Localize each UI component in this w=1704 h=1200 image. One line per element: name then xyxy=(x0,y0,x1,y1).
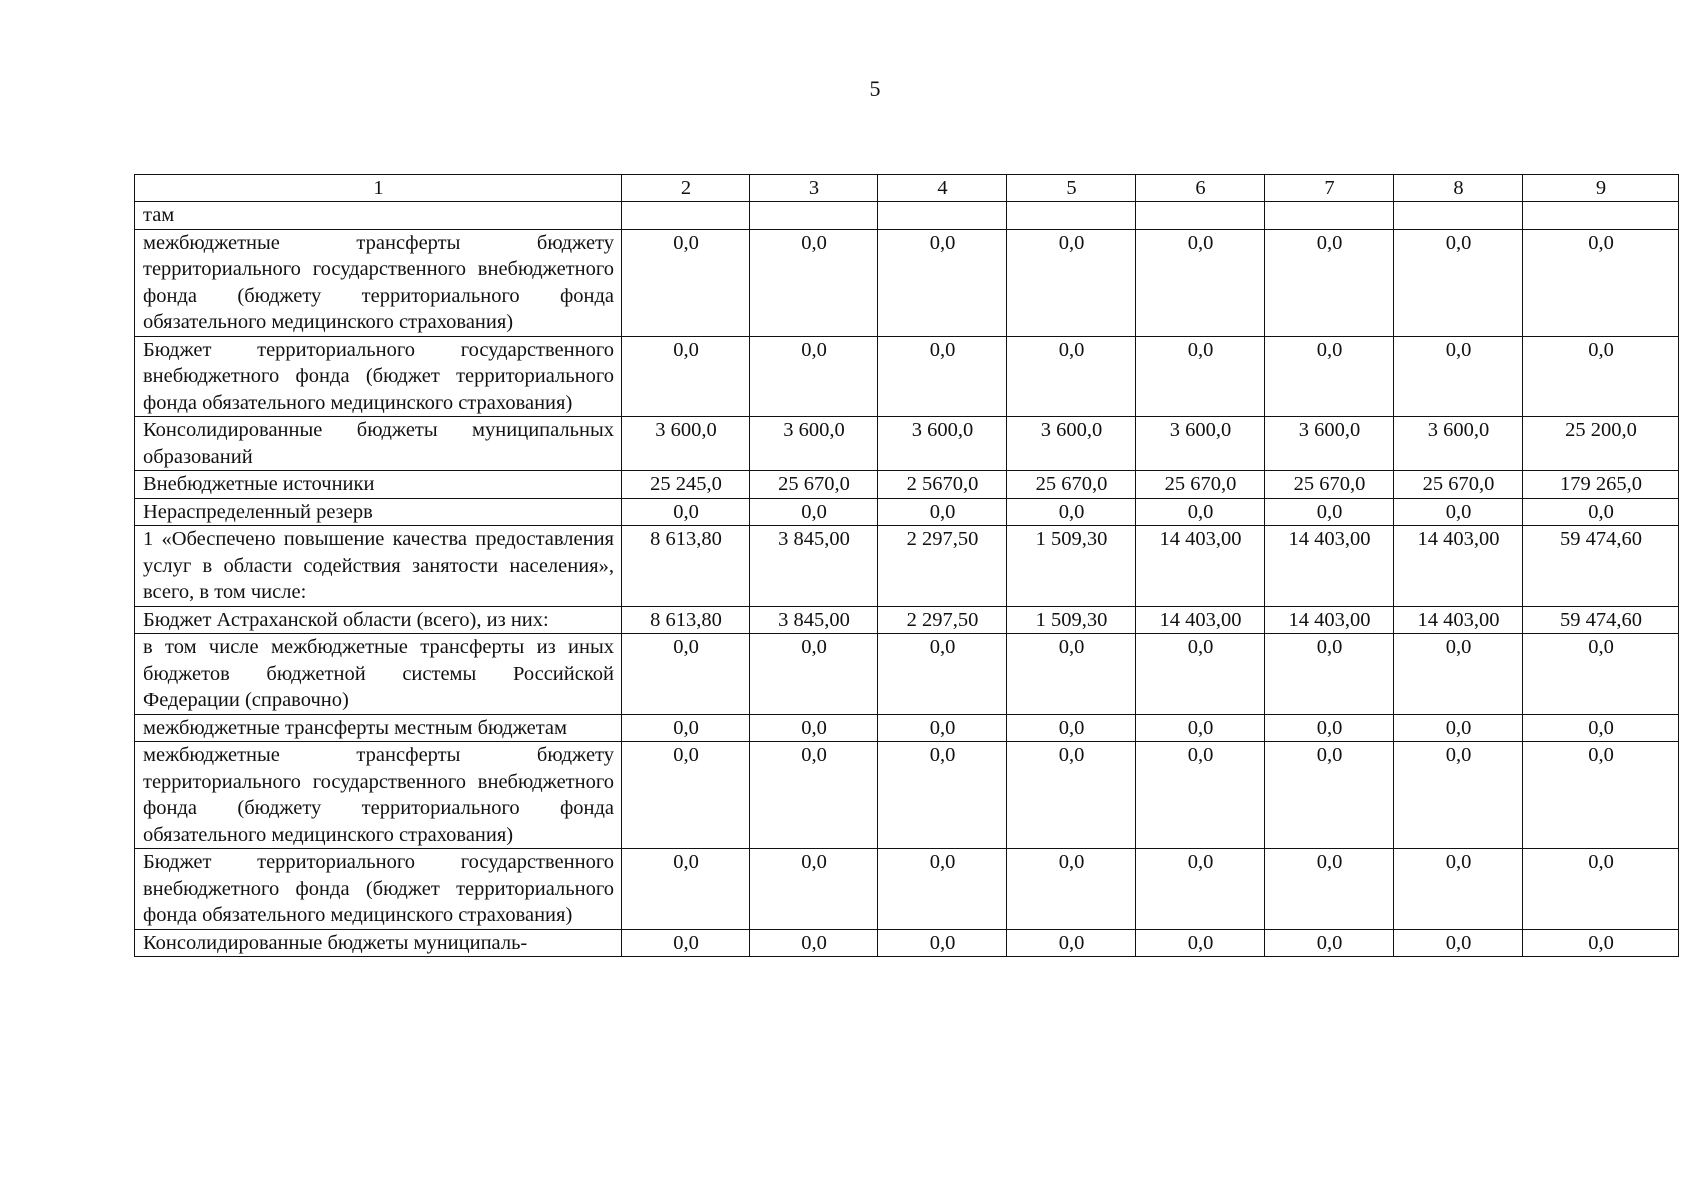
table-row xyxy=(135,202,1679,230)
table-row xyxy=(135,229,1679,336)
cell-value: 0,0 xyxy=(1523,634,1679,715)
cell-value: 3 845,00 xyxy=(750,606,878,634)
cell-value: 0,0 xyxy=(622,849,750,930)
cell-value: 25 670,0 xyxy=(1265,471,1394,499)
cell-value: 0,0 xyxy=(878,498,1007,526)
cell-value: 0,0 xyxy=(1007,336,1136,417)
cell-value: 0,0 xyxy=(1007,849,1136,930)
cell-value: 0,0 xyxy=(1007,742,1136,849)
cell-value: 14 403,00 xyxy=(1394,606,1523,634)
cell-value: 0,0 xyxy=(622,634,750,715)
cell-value: 2 297,50 xyxy=(878,606,1007,634)
cell-value: 0,0 xyxy=(878,929,1007,957)
cell-value: 14 403,00 xyxy=(1136,606,1265,634)
cell-value: 179 265,0 xyxy=(1523,471,1679,499)
cell-value xyxy=(1265,202,1394,230)
table-row xyxy=(135,526,1679,607)
cell-value: 0,0 xyxy=(1523,229,1679,336)
page-number: 5 xyxy=(869,76,881,101)
cell-value: 0,0 xyxy=(1394,498,1523,526)
column-header: 4 xyxy=(878,175,1007,202)
cell-value: 59 474,60 xyxy=(1523,526,1679,607)
cell-value: 0,0 xyxy=(878,336,1007,417)
cell-value: 59 474,60 xyxy=(1523,606,1679,634)
row-label: межбюджетные трансферты бюджету территориального государственного внебюджетного фонда (бюджету территориального фонда обязательного медицинского страхования) xyxy=(135,742,622,849)
cell-value: 0,0 xyxy=(1265,498,1394,526)
cell-value xyxy=(878,202,1007,230)
cell-value: 0,0 xyxy=(622,929,750,957)
table-row xyxy=(135,471,1679,499)
cell-value: 25 200,0 xyxy=(1523,417,1679,471)
cell-value: 0,0 xyxy=(750,714,878,742)
cell-value: 0,0 xyxy=(1394,714,1523,742)
row-label: Бюджет территориального государственного внебюджетного фонда (бюджет территориального фонда обязательного медицинского страхования) xyxy=(135,849,622,930)
cell-value: 3 600,0 xyxy=(1265,417,1394,471)
cell-value: 0,0 xyxy=(878,634,1007,715)
cell-value: 0,0 xyxy=(1265,929,1394,957)
cell-value: 0,0 xyxy=(1265,336,1394,417)
cell-value: 0,0 xyxy=(878,742,1007,849)
cell-value: 3 845,00 xyxy=(750,526,878,607)
cell-value: 0,0 xyxy=(622,742,750,849)
cell-value: 0,0 xyxy=(1007,634,1136,715)
column-header: 3 xyxy=(750,175,878,202)
cell-value: 0,0 xyxy=(1136,634,1265,715)
cell-value: 0,0 xyxy=(1265,229,1394,336)
cell-value xyxy=(1523,202,1679,230)
cell-value: 0,0 xyxy=(1394,229,1523,336)
cell-value: 0,0 xyxy=(878,714,1007,742)
cell-value: 0,0 xyxy=(622,498,750,526)
cell-value: 0,0 xyxy=(1265,742,1394,849)
row-label: 1 «Обеспечено повышение качества предоставления услуг в области содействия занятости населения», всего, в том числе: xyxy=(135,526,622,607)
cell-value: 25 670,0 xyxy=(750,471,878,499)
cell-value: 0,0 xyxy=(1523,714,1679,742)
cell-value xyxy=(1007,202,1136,230)
cell-value: 8 613,80 xyxy=(622,526,750,607)
cell-value: 0,0 xyxy=(1265,714,1394,742)
cell-value: 3 600,0 xyxy=(1394,417,1523,471)
cell-value: 0,0 xyxy=(1007,714,1136,742)
cell-value: 0,0 xyxy=(1007,498,1136,526)
table-row xyxy=(135,336,1679,417)
cell-value: 0,0 xyxy=(1394,634,1523,715)
column-header: 6 xyxy=(1136,175,1265,202)
cell-value: 3 600,0 xyxy=(1007,417,1136,471)
column-header: 8 xyxy=(1394,175,1523,202)
cell-value: 0,0 xyxy=(1394,336,1523,417)
cell-value: 0,0 xyxy=(1523,336,1679,417)
cell-value: 0,0 xyxy=(1523,849,1679,930)
header-row xyxy=(135,175,1679,202)
row-label: Бюджет Астраханской области (всего), из них: xyxy=(135,606,622,634)
cell-value: 3 600,0 xyxy=(878,417,1007,471)
budget-table xyxy=(134,174,1679,957)
cell-value: 0,0 xyxy=(1394,742,1523,849)
cell-value: 0,0 xyxy=(750,849,878,930)
cell-value: 0,0 xyxy=(1523,498,1679,526)
cell-value: 2 297,50 xyxy=(878,526,1007,607)
cell-value: 25 670,0 xyxy=(1007,471,1136,499)
cell-value: 3 600,0 xyxy=(1136,417,1265,471)
cell-value: 25 670,0 xyxy=(1394,471,1523,499)
cell-value: 0,0 xyxy=(1265,849,1394,930)
table-row xyxy=(135,634,1679,715)
column-header: 2 xyxy=(622,175,750,202)
row-label: Консолидированные бюджеты муниципальных образований xyxy=(135,417,622,471)
row-label: Бюджет территориального государственного внебюджетного фонда (бюджет территориального фонда обязательного медицинского страхования) xyxy=(135,336,622,417)
row-label: там xyxy=(135,202,622,230)
cell-value: 3 600,0 xyxy=(622,417,750,471)
cell-value: 3 600,0 xyxy=(750,417,878,471)
cell-value: 0,0 xyxy=(750,336,878,417)
cell-value: 14 403,00 xyxy=(1265,606,1394,634)
cell-value: 0,0 xyxy=(1136,498,1265,526)
table-row xyxy=(135,742,1679,849)
cell-value: 0,0 xyxy=(750,742,878,849)
row-label: Нераспределенный резерв xyxy=(135,498,622,526)
cell-value: 0,0 xyxy=(878,849,1007,930)
cell-value: 25 245,0 xyxy=(622,471,750,499)
cell-value xyxy=(622,202,750,230)
table-row xyxy=(135,714,1679,742)
cell-value: 8 613,80 xyxy=(622,606,750,634)
cell-value: 0,0 xyxy=(1523,929,1679,957)
cell-value: 0,0 xyxy=(1136,849,1265,930)
table-row xyxy=(135,849,1679,930)
cell-value: 0,0 xyxy=(1007,229,1136,336)
cell-value: 14 403,00 xyxy=(1265,526,1394,607)
column-header: 5 xyxy=(1007,175,1136,202)
cell-value: 0,0 xyxy=(1007,929,1136,957)
cell-value: 0,0 xyxy=(750,929,878,957)
row-label: Внебюджетные источники xyxy=(135,471,622,499)
cell-value: 0,0 xyxy=(1265,634,1394,715)
table-row xyxy=(135,606,1679,634)
table-row xyxy=(135,498,1679,526)
cell-value: 0,0 xyxy=(1136,336,1265,417)
cell-value xyxy=(750,202,878,230)
cell-value: 0,0 xyxy=(622,229,750,336)
cell-value: 0,0 xyxy=(1394,929,1523,957)
cell-value: 2 5670,0 xyxy=(878,471,1007,499)
cell-value: 0,0 xyxy=(750,498,878,526)
column-header: 7 xyxy=(1265,175,1394,202)
cell-value: 0,0 xyxy=(622,336,750,417)
cell-value xyxy=(1136,202,1265,230)
cell-value: 0,0 xyxy=(1394,849,1523,930)
cell-value: 25 670,0 xyxy=(1136,471,1265,499)
row-label: Консолидированные бюджеты муниципаль- xyxy=(135,929,622,957)
cell-value: 1 509,30 xyxy=(1007,526,1136,607)
cell-value: 0,0 xyxy=(1136,229,1265,336)
table-row xyxy=(135,929,1679,957)
cell-value: 0,0 xyxy=(750,634,878,715)
cell-value: 14 403,00 xyxy=(1394,526,1523,607)
row-label: межбюджетные трансферты местным бюджетам xyxy=(135,714,622,742)
row-label: межбюджетные трансферты бюджету территориального государственного внебюджетного фонда (бюджету территориального фонда обязательного медицинского страхования) xyxy=(135,229,622,336)
column-header: 9 xyxy=(1523,175,1679,202)
table-row xyxy=(135,417,1679,471)
cell-value: 1 509,30 xyxy=(1007,606,1136,634)
column-header: 1 xyxy=(135,175,622,202)
row-label: в том числе межбюджетные трансферты из иных бюджетов бюджетной системы Российской Федерации (справочно) xyxy=(135,634,622,715)
cell-value xyxy=(1394,202,1523,230)
cell-value: 0,0 xyxy=(622,714,750,742)
cell-value: 0,0 xyxy=(1136,929,1265,957)
cell-value: 0,0 xyxy=(1523,742,1679,849)
cell-value: 0,0 xyxy=(878,229,1007,336)
cell-value: 0,0 xyxy=(750,229,878,336)
cell-value: 14 403,00 xyxy=(1136,526,1265,607)
cell-value: 0,0 xyxy=(1136,742,1265,849)
cell-value: 0,0 xyxy=(1136,714,1265,742)
